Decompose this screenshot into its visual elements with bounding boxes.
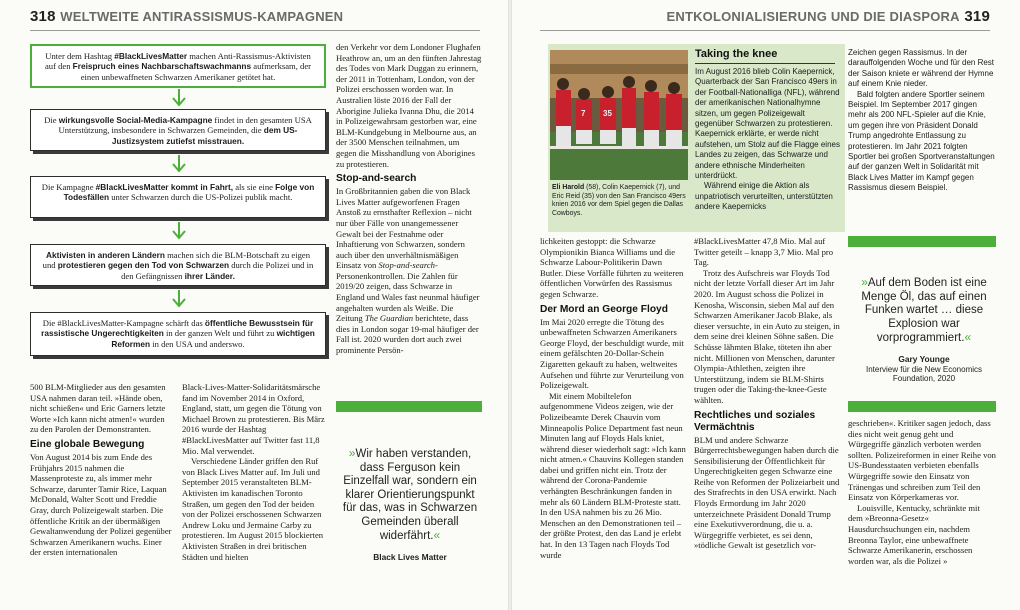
photo-caption: Eli Harold (58), Colin Kaepernick (7), und Eric Reid (35) von den San Francisco 49ers knien 2016 vor dem Spiel gegen die Dallas Cowboys.: [552, 184, 686, 217]
page-number-right: 319: [964, 8, 990, 25]
flow-step-1: Unter dem Hashtag #BlackLivesMatter machen Anti-Rassismus-Aktivisten auf den Freispruch eines Nachbarschaftswachmanns aufmerksam, der einen unbewaffneten Schwarzen Amerikaner getötet hat.: [30, 44, 326, 88]
body-text: den Verkehr vor dem Londoner Flughafen Heathrow an, um an den fünften Jahrestag des Todes von Mark Duggan zu erinnern, der 2011 in Tottenham, London, von der Polizei erschossen worden war. In Australien löste 2016 der Fall der Aborigine Julieka Ivanna Dhu, die 2014 in Polizeigewahrsam gestorben war, eine BLM-Kundgebung in Melbourne aus, an der 3500 Menschen teilnahmen, um gegen die Misshandlung von Aborigines zu protestieren.: [336, 42, 482, 169]
arrow-down-icon: [172, 222, 186, 240]
body-text: Black-Lives-Matter-Solidaritätsmärsche fand im November 2014 in Oxford, England, statt, um gegen die Tötung von Michael Brown zu protestieren. Bis März 2016 wurde der Hashtag #BlackLivesMatter auf Twitter fast 11,8 Mio. Mal verwendet.: [182, 382, 325, 456]
body-text: Trotz des Aufschreis war Floyds Tod nicht der letzte Vorfall dieser Art im Jahr 2020. Im August schoss die Polizei in Kenosha, Wisconsin, sieben Mal auf den Schwarzen Amerikaner Jacob Blake, als dieser versuchte, in ein Auto zu steigen, in dem seine drei kleinen Söhne saßen. Die Schüsse lähmten Blake, töteten ihn aber nicht. Millionen von Menschen, darunter Olympia-Athlethen, zeigten ihre Unterstützung, indem sie BLM-Shirts trugen oder die Taking-the-knee-Geste wählten.: [694, 267, 840, 405]
arrow-down-icon: [172, 89, 186, 107]
svg-text:35: 35: [603, 109, 612, 118]
body-text: #BlackLivesMatter 47,8 Mio. Mal auf Twitter geteilt – knapp 3,7 Mio. Mal pro Tag.: [694, 236, 834, 268]
pull-quote-right: »Auf dem Boden ist eine Menge Öl, das auf einen Funken wartet … diese Explosion war vorprogrammiert.« Gary Younge Interview für die New Economics Foundation, 2020: [852, 276, 996, 383]
running-title-right: ENTKOLONIALISIERUNG UND DIE DIASPORA: [666, 9, 960, 24]
box-column-2: Zeichen gegen Rassismus. In der darauffolgenden Woche und für den Rest der Saison kniete er während der Hymne auf einem Knie nieder. Bald folgten andere Sportler seinem Beispiel. Im September 2017 gingen mehr als 200 NFL-Spieler auf die Knie, um gegen ihre von Präsident Donald Trump angedrohte Entlassung zu protestieren. Im Jahr 2021 folgten Sportler bei großen Sportveranstaltungen auf der ganzen Welt in Solidarität mit Black Lives Matter im Kampf gegen Rassismus diesem Beispiel.: [848, 48, 995, 193]
flow-step-2: Die wirkungsvolle Social-Media-Kampagne findet in den gesamten USA Unterstützung, insbesondere in Schwarzen Gemeinden, die dem US-Justizsystem zutiefst misstrauen.: [30, 109, 326, 151]
body-text: Louisville, Kentucky, schränkte mit dem »Breonna-Gesetz« Hausdurchsuchungen ein, nachdem Breonna Taylor, eine unbewaffnete Schwarze Amerikanerin, erschossen worden war, als die Polizei »: [848, 502, 980, 566]
flow-step-4: Aktivisten in anderen Ländern machen sich die BLM-Botschaft zu eigen und protestieren gegen den Tod von Schwarzen durch die Polizei und in den Gefängnissen ihrer Länder.: [30, 244, 326, 286]
pull-quote-left: »Wir haben verstanden, dass Ferguson kein Einzelfall war, sondern ein klarer Orientierungspunkt für das, was in Schwarzen Gemeinden überall widerfährt.« Black Lives Matter: [340, 447, 480, 562]
body-text: Im Mai 2020 erregte die Tötung des unbewaffneten Schwarzen Amerikaners George Floyd, der beschuldigt wurde, mit einem gefälschten 20-Dollar-Schein Zigaretten gekauft zu haben, weltweites Aufsehen und führte zur Verurteilung von Polizeigewalt.: [540, 316, 684, 391]
header-rule-left: [30, 30, 480, 31]
quote-source: Black Lives Matter: [373, 551, 447, 562]
body-text: BLM und andere Schwarze Bürgerrechtsbewegungen haben durch die Sensibilisierung der Öffentlichkeit für Ungerechtigkeiten gegen Schwarze eine Reihe von Reformen der Polizeiarbeit und des Strafrechts in den USA erwirkt. Nach Floyds Ermordung im Jahr 2020 unterzeichnete Präsident Donald Trump eine Exekutivverordnung, die u. a. Würgegriffe verbietet, es sei denn, »tödliche Gewalt ist gesetzlich vor-: [694, 434, 840, 551]
running-title-left: WELTWEITE ANTIRASSISMUS-KAMPAGNEN: [60, 9, 344, 24]
flow-step-3: Die Kampagne #BlackLivesMatter kommt in Fahrt, als sie eine Folge von Todesfällen unter Schwarzen durch die US-Polizei publik macht.: [30, 176, 326, 218]
flow-step-5: Die #BlackLivesMatter-Kampagne schärft das öffentliche Bewusstsein für rassistische Ungerechtigkeiten in der ganzen Welt und führt zu wichtigen Reformen in den USA und anderswo.: [30, 312, 326, 356]
section-heading: Der Mord an George Floyd: [540, 303, 668, 315]
arrow-down-icon: [172, 290, 186, 308]
page-number-left: 318: [30, 8, 56, 25]
body-text: geschrieben«. Kritiker sagen jedoch, dass dies nicht weit genug geht und Würgegriffe gänzlich verboten werden sollten. Polizeireformen in einer Reihe von US-Bundesstaaten verbieten ebenfalls Würgegriffe sowie den Einsatz von Tränengas und schreiben zum Teil den Einsatz von Körperkameras vor.: [848, 418, 996, 503]
right-column-1: [540, 236, 686, 608]
body-text: lichkeiten gestoppt: die Schwarze Olympionikin Bianca Williams und die Schwarze Labour-Politikerin Dawn Butler. Diese Vorfälle führten zu weiteren öffentlichen Vorwürfen des Rassismus gegen Schwarze.: [540, 236, 684, 299]
section-heading: Rechtliches und soziales Vermächtnis: [694, 409, 816, 433]
header-rule-right: [540, 30, 990, 31]
left-column-3: [336, 42, 482, 392]
quote-source-detail: Interview für die New Economics Foundation, 2020: [865, 364, 983, 383]
svg-text:7: 7: [581, 109, 586, 118]
body-text: Verschiedene Länder griffen den Ruf von Black Lives Matter auf. Im Juli und September 2015 veranstalteten BLM-Aktivisten im kanadischen Toronto Straßen, um gegen den Tod der beiden von der Polizei erschossenen Schwarzen Andrew Loku und Jermaine Carby zu protestieren. Im August 2015 blockierten Aktivisten Straßen in drei britischen Städten und hielten: [182, 456, 324, 562]
green-divider: [848, 401, 996, 412]
body-text: Mit einem Mobiltelefon aufgenommene Videos zeigen, wie der Polizeibeamte Derek Chauvin vom Minneapolis Police Department fast neun Minuten lang auf Floyds Hals kniet, während dieser wiederholt sagt: »Ich kann nicht atmen.« Chauvins Kollegen standen dabei und griffen nicht ein. Trotz der während der Corona-Pandemie verhängten Beschränkungen fanden in mehr als 60 Ländern BLM-Proteste statt. In den USA nahmen bis zu 26 Mio. Menschen an den Demonstrationen teil – der größte Protest, den das Land je erlebt hat. In den 13 Tagen nach Floyds Tod wurde: [540, 390, 686, 560]
box-column-1: Im August 2016 blieb Colin Kaepernick, Quarterback der San Francisco 49ers in der Football-Nationalliga (NFL), während der amerikanischen Nationalhymne sitzen, um gegen Polizeigewalt gegenüber Schwarzen zu protestieren. Kaepernick erklärte, er werde nicht aufstehen, um Stolz auf die Flagge eines Landes zu zeigen, das Schwarze und andere ethnische Minderheiten unterdrückt. Während einige die Aktion als unpatriotisch verurteilten, unterstützten andere Kaepernicks: [695, 67, 840, 212]
left-column-2: [182, 382, 327, 608]
green-divider: [848, 236, 996, 247]
quote-source: Gary Younge: [898, 353, 950, 364]
left-column-1: [30, 382, 172, 608]
green-divider: [336, 401, 482, 412]
section-heading: Eine globale Bewegung: [30, 438, 145, 450]
right-column-3: [848, 418, 996, 608]
arrow-down-icon: [172, 155, 186, 173]
box-title: Taking the knee: [695, 48, 778, 60]
section-heading: Stop-and-search: [336, 173, 417, 185]
right-column-2: [694, 236, 840, 608]
left-page: [0, 0, 508, 610]
box-title-rule: [695, 63, 835, 64]
body-text: 500 BLM-Mitglieder aus den gesamten USA nahmen daran teil. »Hände oben, nicht schießen« und Eric Garners letzte Worte »Ich kann nicht atmen!« wurden zu den Parolen der Demonstranten.: [30, 382, 166, 435]
body-text: In Großbritannien gaben die von Black Lives Matter aufgeworfenen Fragen Anstoß zu ernsthafter Reflexion – nicht nur über Fälle von unangemessener Gewalt bei der Festnahme oder Inhaftierung von Schwarzen, sondern auch über den unverhältnismäßigen Einsatz von Stop-and-search-Personenkontrollen. Die Zahlen für 2019/20 zeigen, dass Schwarze in England und Wales fast neunmal häufiger angehalten wurden als Weiße. Die Zeitung The Guardian berichtete, dass dies in London sogar 19-mal häufiger der Fall ist. 2020 wurden dort auch zwei prominente Persön-: [336, 186, 480, 356]
body-text: Von August 2014 bis zum Ende des Frühjahrs 2015 nahmen die Massenproteste zu, als immer mehr Schwarze, darunter Tamir Rice, Laquan McDonald, Walter Scott und Freddie Gray, durch Polizeigewalt starben. Die öffentliche Kritik an der übermäßigen Gewaltanwendung der Polizei gegenüber Schwarzen Amerikanern wuchs. Einer der ersten internationalen: [30, 451, 172, 558]
players-kneeling-photo: [550, 50, 688, 180]
